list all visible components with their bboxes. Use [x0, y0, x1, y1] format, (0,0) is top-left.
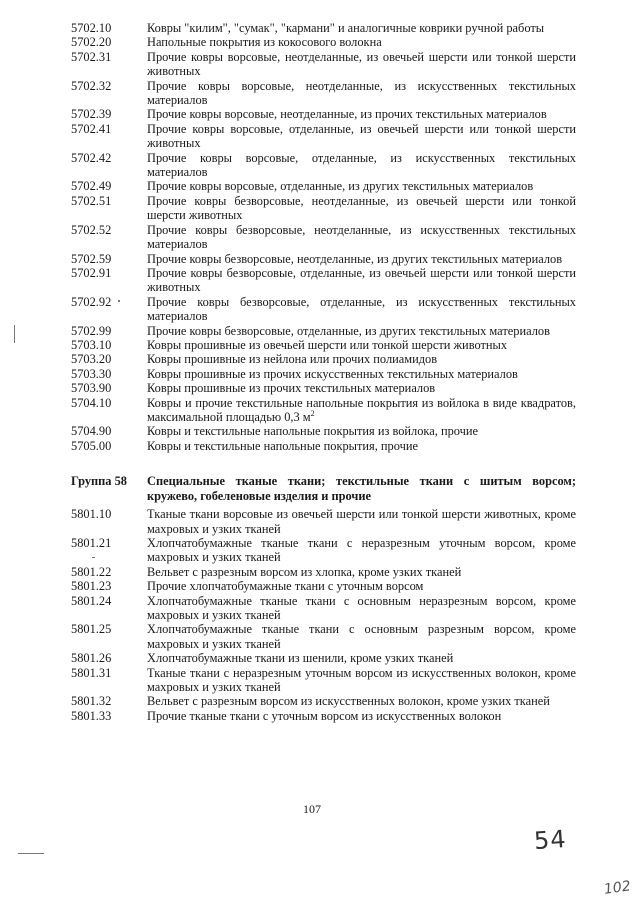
page-number: 107	[303, 802, 321, 816]
margin-mark	[118, 300, 120, 302]
code-description: Прочие ковры ворсовые, отделанные, из искусственных текстильных материалов	[147, 150, 576, 180]
table-row	[71, 21, 576, 35]
hs-code: 5702.59	[71, 251, 112, 266]
hs-code: 5704.10	[71, 395, 112, 410]
hs-code: 5702.99	[71, 323, 112, 338]
table-row	[71, 536, 576, 565]
hs-code: 5702.91	[71, 265, 112, 280]
code-description: Ковры "килим", "сумак", "кармани" и аналогичные коврики ручной работы	[147, 21, 545, 35]
hs-code: 5702.32	[71, 78, 112, 93]
hs-code: 5702.51	[71, 193, 112, 208]
code-description: Прочие ковры безворсовые, неотделанные, из других текстильных материалов	[147, 251, 563, 266]
hs-code: 5705.00	[71, 438, 112, 453]
hs-code: 5702.52	[71, 222, 112, 237]
table-row	[71, 439, 576, 453]
code-description: Ковры прошивные из прочих текстильных материалов	[147, 381, 436, 396]
hs-code: 5702.39	[71, 107, 112, 122]
table-row	[71, 338, 576, 352]
code-description: Ковры и текстильные напольные покрытия из войлока, прочие	[147, 424, 479, 439]
code-description: Прочие тканые ткани с уточным ворсом из искусственных волокон	[147, 708, 502, 723]
table-row	[71, 352, 576, 366]
code-description: Прочие ковры безворсовые, неотделанные, из овечьей шерсти или тонкой шерсти животных	[147, 193, 576, 223]
group-code: Группа 58	[71, 474, 127, 489]
table-row	[71, 223, 576, 252]
hs-code: 5801.10	[71, 507, 112, 522]
table-row	[71, 579, 576, 593]
handwritten-number: 54	[533, 824, 568, 856]
hs-code: 5702.92	[71, 294, 112, 309]
code-description: Прочие ковры безворсовые, отделанные, из овечьей шерсти или тонкой шерсти животных	[147, 265, 576, 295]
code-description: Ковры и прочие текстильные напольные покрытия из войлока в виде квадратов, максимальной площадью 0,3 $м^2$	[147, 395, 576, 424]
table-row	[71, 709, 576, 723]
hs-code: 5801.31	[71, 665, 112, 680]
code-description: Вельвет с разрезным ворсом из искусственных волокон, кроме узких тканей	[147, 694, 550, 709]
code-description: Хлопчатобумажные ткани из шенили, кроме узких тканей	[147, 651, 454, 666]
table-row	[71, 622, 576, 651]
code-description: Тканые ткани с неразрезным уточным ворсом из искусственных волокон, кроме махровых и узких тканей	[147, 665, 576, 695]
hs-code: 5801.33	[71, 708, 112, 723]
hs-code: 5801.21	[71, 536, 112, 550]
hs-code: 5801.32	[71, 694, 112, 709]
code-description: Напольные покрытия из кокосового волокна	[147, 35, 382, 50]
table-row	[71, 594, 576, 623]
hs-code: 5801.22	[71, 564, 112, 579]
hs-code: 5703.90	[71, 381, 112, 396]
hs-code: 5703.30	[71, 366, 112, 381]
table-row	[71, 507, 576, 536]
tariff-code-list	[71, 21, 576, 723]
table-row	[71, 35, 576, 49]
table-row	[71, 651, 576, 665]
table-row	[71, 252, 576, 266]
code-description: Ковры прошивные из нейлона или прочих полиамидов	[147, 352, 438, 367]
code-description: Прочие хлопчатобумажные ткани с уточным ворсом	[147, 579, 424, 594]
code-description: Ковры прошивные из овечьей шерсти или тонкой шерсти животных	[147, 337, 508, 352]
code-description: Прочие ковры ворсовые, неотделанные, из прочих текстильных материалов	[147, 107, 547, 122]
code-description: Прочие ковры ворсовые, отделанные, из других текстильных материалов	[147, 179, 534, 194]
table-row	[71, 79, 576, 108]
table-row	[71, 266, 576, 295]
code-description: Прочие ковры безворсовые, отделанные, из других текстильных материалов	[147, 323, 550, 338]
table-row	[71, 122, 576, 151]
table-row	[71, 694, 576, 708]
code-description: Вельвет с разрезным ворсом из хлопка, кроме узких тканей	[147, 564, 462, 579]
margin-mark	[18, 853, 44, 854]
code-description: Ковры и текстильные напольные покрытия, прочие	[147, 438, 418, 453]
hs-code: 5703.20	[71, 352, 112, 367]
hs-code: 5702.10	[71, 21, 112, 35]
hs-code: 5702.20	[71, 35, 112, 50]
handwritten-corner-number: 102	[603, 878, 632, 898]
table-row	[71, 324, 576, 338]
code-description: Прочие ковры безворсовые, отделанные, из искусственных текстильных материалов	[147, 294, 576, 324]
code-description: Хлопчатобумажные тканые ткани с основным неразрезным ворсом, кроме махровых и узких тканей	[147, 593, 576, 623]
hs-code: 5703.10	[71, 337, 112, 352]
table-row	[71, 50, 576, 79]
table-row	[71, 424, 576, 438]
margin-mark	[92, 557, 95, 558]
code-description: Хлопчатобумажные тканые ткани с основным разрезным ворсом, кроме махровых и узких тканей	[147, 622, 576, 651]
hs-code: 5801.23	[71, 579, 112, 594]
hs-code: 5704.90	[71, 424, 112, 439]
hs-code: 5801.26	[71, 651, 112, 666]
code-description: Тканые ткани ворсовые из овечьей шерсти или тонкой шерсти животных, кроме махровых и узких тканей	[147, 507, 576, 536]
table-row	[71, 295, 576, 324]
hs-code: 5801.24	[71, 593, 112, 608]
group-heading	[71, 474, 576, 504]
table-row	[71, 381, 576, 395]
table-row	[71, 367, 576, 381]
code-description: Ковры прошивные из прочих искусственных текстильных материалов	[147, 366, 518, 381]
superscript-2: 2	[310, 408, 315, 418]
code-description: Хлопчатобумажные тканые ткани с неразрезным уточным ворсом, кроме махровых и узких тканей	[147, 536, 576, 565]
hs-code: 5702.41	[71, 121, 112, 136]
code-description: Прочие ковры безворсовые, неотделанные, из искусственных текстильных материалов	[147, 222, 576, 252]
code-description: Прочие ковры ворсовые, отделанные, из овечьей шерсти или тонкой шерсти животных	[147, 121, 576, 151]
hs-code: 5702.31	[71, 49, 112, 64]
table-row	[71, 107, 576, 121]
table-row	[71, 151, 576, 180]
hs-code: 5702.49	[71, 179, 112, 194]
table-row	[71, 179, 576, 193]
code-description: Прочие ковры ворсовые, неотделанные, из овечьей шерсти или тонкой шерсти животных	[147, 49, 576, 79]
margin-mark	[14, 325, 15, 343]
table-row	[71, 565, 576, 579]
table-row	[71, 396, 576, 425]
group-title: Специальные тканые ткани; текстильные ткани с шитым ворсом; кружево, гобеленовые изделия и прочие	[147, 474, 576, 504]
hs-code: 5801.25	[71, 622, 112, 637]
table-row	[71, 194, 576, 223]
table-row	[71, 666, 576, 695]
code-description: Прочие ковры ворсовые, неотделанные, из искусственных текстильных материалов	[147, 78, 576, 108]
hs-code: 5702.42	[71, 150, 112, 165]
